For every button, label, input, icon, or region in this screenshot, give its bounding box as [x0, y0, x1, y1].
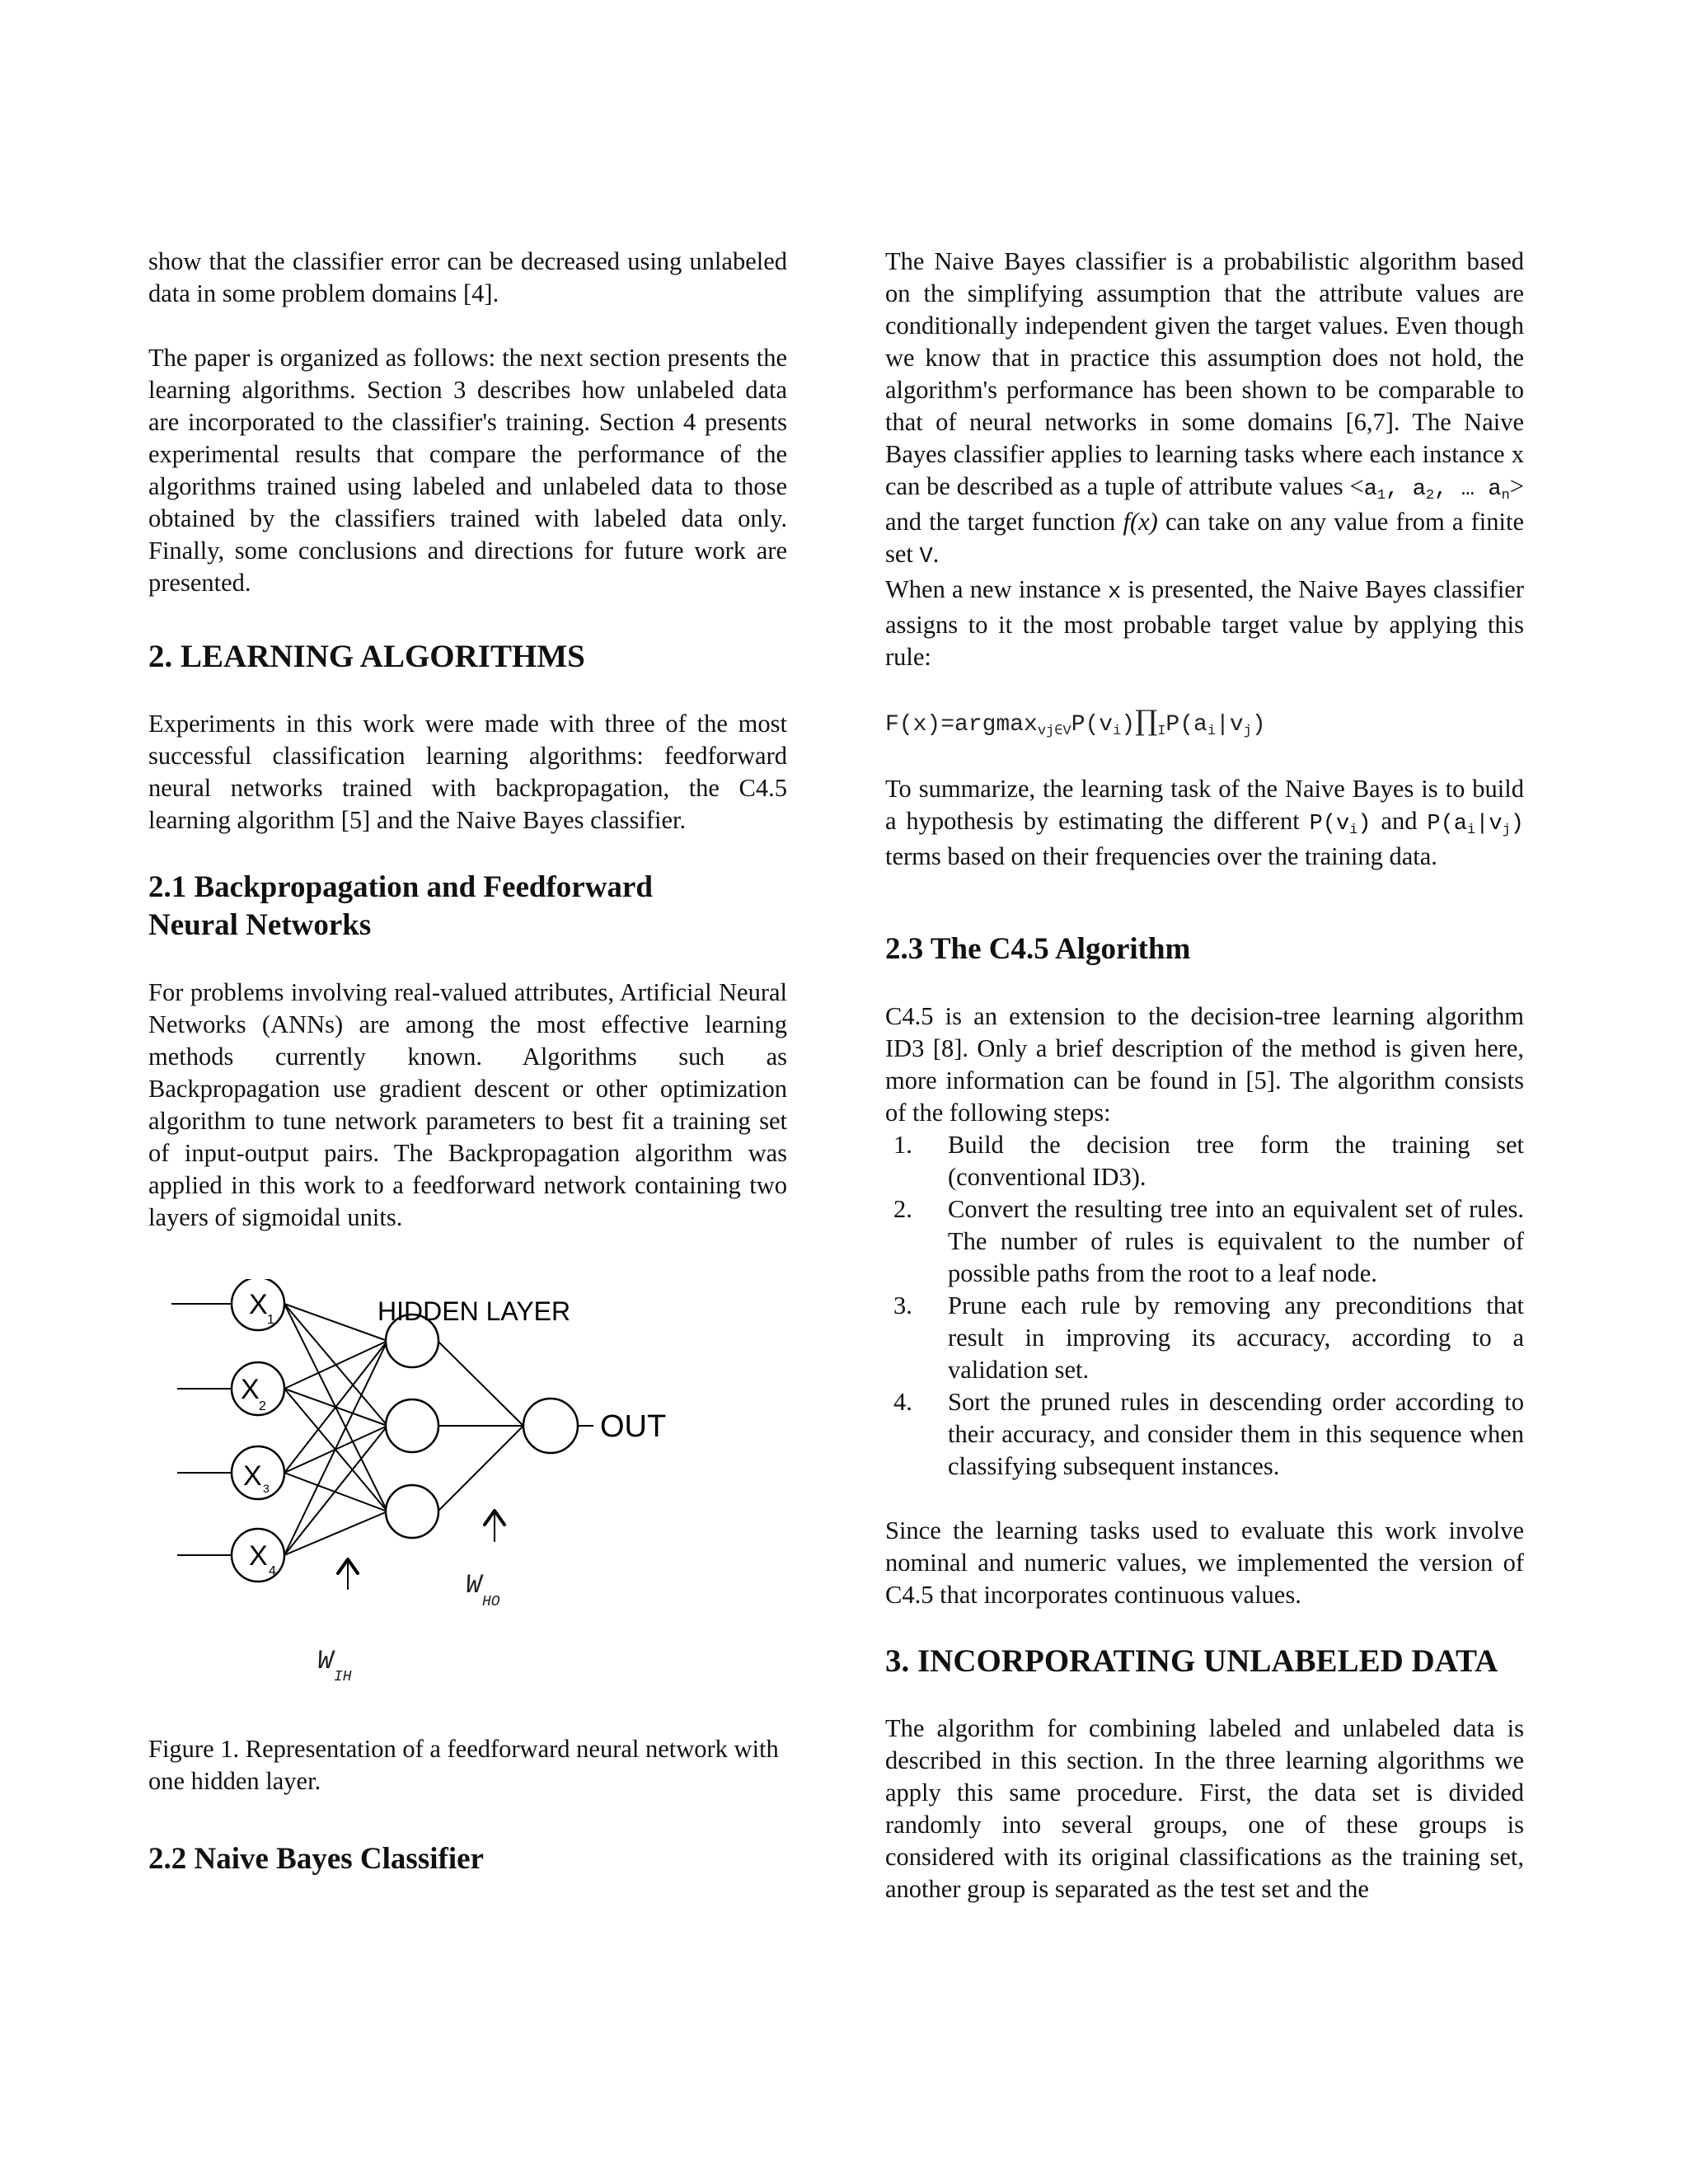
paragraph-since: Since the learning tasks used to evaluate this work involve nominal and numeric values, we implemented the version of C4.5 that incorporates continuous values. [885, 1516, 1524, 1609]
figure-caption: Figure 1. Representation of a feedforward neural network with one hidden layer. [148, 1735, 779, 1795]
paragraph-organization: The paper is organized as follows: the next section presents the learning algorithms. Section 3 describes how unlabeled data are incorporated to the classifier's training. Section 4 presents experimental results that compare the performance of the algorithms trained using labeled and unlabeled data to those obtained by the classifiers trained with labeled data only. Finally, some conclusions and directions for future work are presented. [148, 344, 787, 597]
input-sub-4: 4 [269, 1564, 276, 1578]
input-sub-2: 2 [259, 1399, 266, 1413]
term-p-vi: $P(v_i)$ [1309, 812, 1372, 838]
subsection-heading-line1: 2.1 Backpropagation and Feedforward [148, 870, 653, 904]
tuple-a1: $a_1$, $a_2$, … $a_n$ [1363, 477, 1510, 504]
c45-steps-list [885, 1129, 1524, 1483]
neural-network-diagram [148, 1279, 787, 1728]
hidden-node-2 [386, 1399, 438, 1452]
weight-ih-label: W [317, 1646, 334, 1676]
term-p-ai-vj: $P(a_i|v_j)$ [1427, 812, 1524, 838]
weight-ho-label: W [466, 1570, 482, 1601]
list-item: 2. Convert the resulting tree into an equivalent set of rules. The number of rules is equivalent to the number of possible paths from the root to a leaf node. [893, 1195, 1524, 1287]
subsection-heading-backpropagation [148, 869, 787, 944]
hidden-node-3 [386, 1485, 438, 1538]
section-heading-learning-algorithms: 2. LEARNING ALGORITHMS [148, 639, 585, 674]
paragraph-summary: To summarize, the learning task of the Naive Bayes is to build a hypothesis by estimating the different $P(v_i)$ and $P(a_i|v_j)$ terms based on their frequencies over the training data. [885, 775, 1524, 870]
finite-set-v: V [919, 545, 933, 569]
paragraph-naive-bayes-intro: The Naive Bayes classifier is a probabilistic algorithm based on the simplifying assumption that the attribute values are conditionally independent given the target values. Even though we know that in practice this assumption does not hold, the algorithm's performance has been shown to be comparable to that of neural networks in some domains [6,7]. The Naive Bayes classifier applies to learning tasks where each instance x can be described as a tuple of attribute values $<a_1$, $a_2$, … $a_n>$ and the target function f(x) can take on any value from a finite set V. [885, 247, 1525, 569]
section-heading-incorporating-unlabeled: 3. INCORPORATING UNLABELED DATA [885, 1643, 1498, 1679]
input-label-4: X [249, 1540, 268, 1572]
subsection-heading-c45: 2.3 The C4.5 Algorithm [885, 932, 1191, 966]
product-symbol: ∏ [1135, 705, 1158, 738]
neural-network-figure [148, 1279, 787, 1728]
out-label: OUT [600, 1409, 667, 1444]
input-label-2: X [241, 1374, 260, 1405]
paragraph-intro-continued: show that the classifier error can be decreased using unlabeled data in some problem domains [4]. [148, 247, 787, 307]
instance-x: x [1107, 580, 1122, 605]
naive-bayes-formula: $F(x)=argmax_{vj\in V}P(v_i)\prod_IP(a_i|v_j)$ [885, 705, 1266, 739]
list-item: 4. Sort the pruned rules in descending order according to their accuracy, and consider them in this sequence when classifying subsequent instances. [893, 1388, 1524, 1480]
paragraph-algorithm: The algorithm for combining labeled and unlabeled data is described in this section. In the three learning algorithms we apply this same procedure. First, the data set is divided randomly into several groups, one of these groups is considered with its original classifications as the training set, another group is separated as the test set and the [885, 1714, 1524, 1903]
hidden-layer-label: HIDDEN LAYER [377, 1296, 571, 1326]
weight-ih-sub: IH [334, 1669, 352, 1685]
paragraph-ann: For problems involving real-valued attributes, Artificial Neural Networks (ANNs) are among the most effective learning methods currently known. Algorithms such as Backpropagation use gradient descent or other optimization algorithm to tune network parameters to best fit a training set of input-output pairs. The Backpropagation algorithm was applied in this work to a feedforward network containing two layers of sigmoidal units. [148, 978, 787, 1231]
input-sub-1: 1 [267, 1313, 274, 1327]
input-label-1: X [249, 1289, 268, 1320]
right-column [885, 246, 1524, 1905]
list-item: 3. Prune each rule by removing any preconditions that result in improving its accuracy, according to a validation set. [893, 1291, 1524, 1384]
paragraph-experiments: Experiments in this work were made with three of the most successful classification learning algorithms: feedforward neural networks trained with backpropagation, the C4.5 learning algorithm [5] and the Naive Bayes classifier. [148, 710, 787, 834]
paragraph-new-instance: When a new instance x is presented, the Naive Bayes classifier assigns to it the most probable target value by applying this rule: [885, 575, 1524, 671]
paragraph-c45: C4.5 is an extension to the decision-tree learning algorithm ID3 [8]. Only a brief description of the method is given here, more information can be found in [5]. The algorithm consists of the following steps: [885, 1002, 1524, 1127]
target-function: f(x) [1123, 508, 1158, 536]
list-item: 1. Build the decision tree form the training set (conventional ID3). [893, 1131, 1524, 1191]
output-node [523, 1399, 578, 1453]
weight-ho-sub: HO [482, 1594, 500, 1610]
input-label-3: X [243, 1460, 262, 1492]
subsection-heading-naive-bayes: 2.2 Naive Bayes Classifier [148, 1842, 484, 1876]
left-column [148, 246, 787, 1878]
subsection-heading-line2: Neural Networks [148, 908, 372, 942]
input-sub-3: 3 [263, 1482, 270, 1495]
